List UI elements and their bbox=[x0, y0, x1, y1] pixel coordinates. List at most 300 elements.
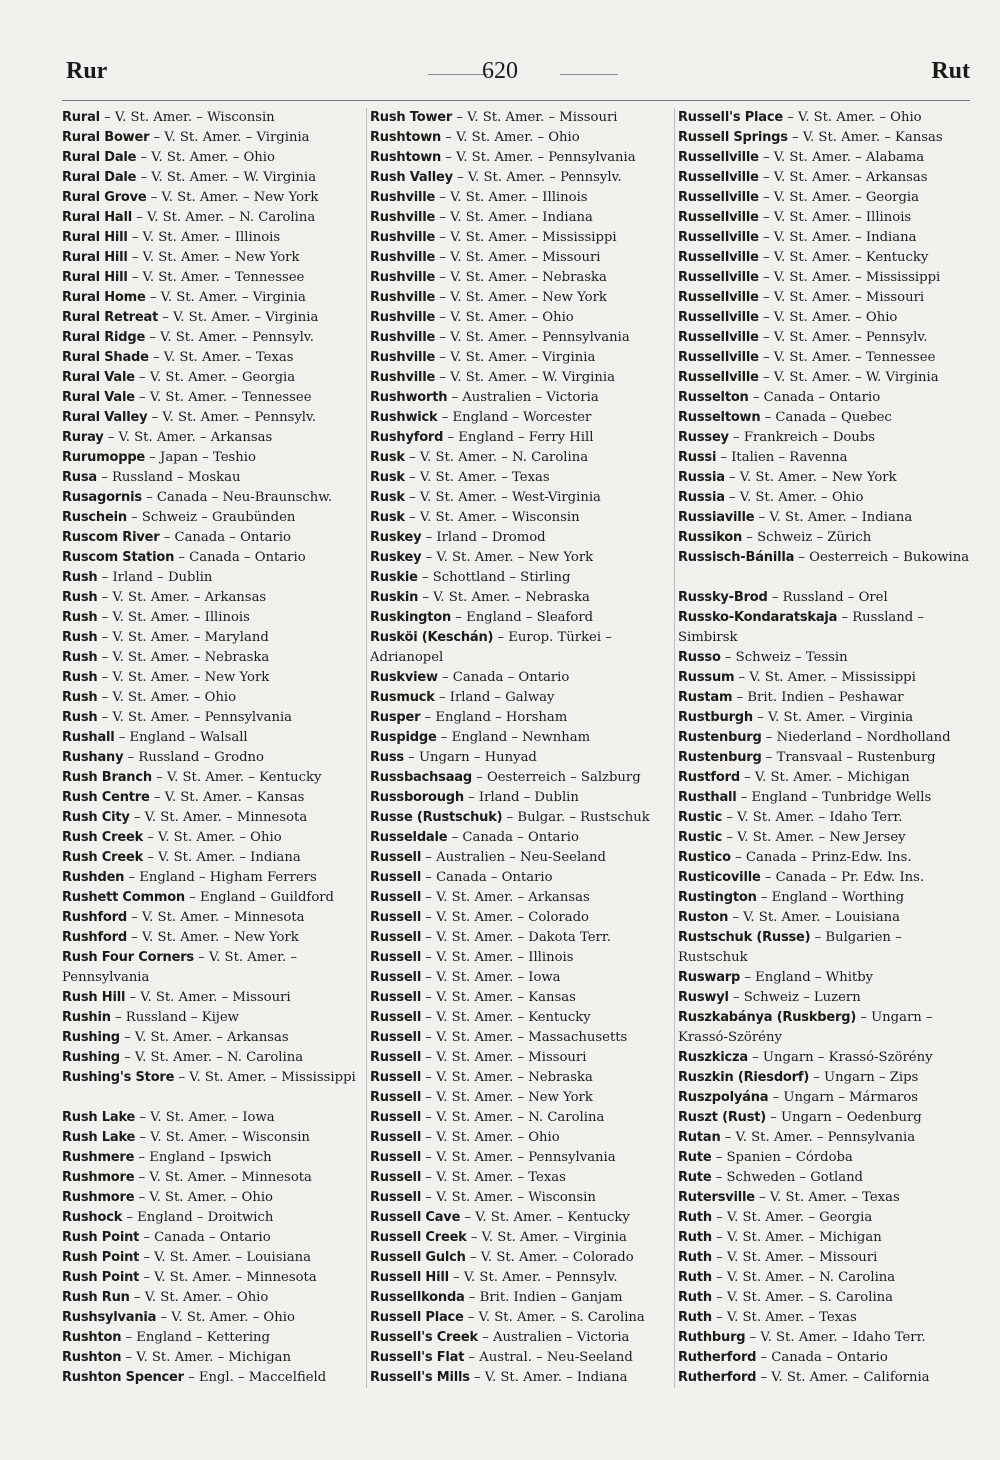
entry-location: – V. St. Amer. – N. Carolina bbox=[716, 1270, 896, 1285]
gazetteer-entry bbox=[62, 1148, 362, 1168]
gazetteer-entry bbox=[370, 1068, 670, 1088]
entry-place-name: Rushwick bbox=[370, 410, 438, 425]
entry-place-name: Russell bbox=[370, 950, 422, 965]
entry-place-name: Russko-Kondaratskaja bbox=[678, 610, 838, 625]
gazetteer-entry bbox=[62, 368, 362, 388]
entry-location: – V. St. Amer. – Arkansas bbox=[124, 1030, 289, 1045]
entry-location: – V. St. Amer. – Kansas bbox=[792, 130, 943, 145]
entry-location: – England – Guildford bbox=[189, 890, 334, 905]
gazetteer-entry bbox=[370, 1268, 670, 1288]
gazetteer-entry bbox=[678, 1208, 970, 1228]
column-2 bbox=[370, 108, 670, 1388]
entry-place-name: Russellkonda bbox=[370, 1290, 465, 1305]
gazetteer-entry bbox=[370, 468, 670, 488]
entry-place-name: Russellville bbox=[678, 270, 759, 285]
entry-location: – V. St. Amer. – Arkansas bbox=[762, 170, 928, 185]
entry-place-name: Rushville bbox=[370, 230, 436, 245]
entry-location: – Schweiz – Zürich bbox=[746, 530, 872, 545]
entry-location: – England – Newnham bbox=[440, 730, 591, 745]
gazetteer-entry bbox=[370, 888, 670, 908]
entry-location: – V. St. Amer. – Virginia bbox=[757, 710, 914, 725]
entry-location: – V. St. Amer. – Virginia bbox=[439, 350, 596, 365]
gazetteer-entry bbox=[678, 1288, 970, 1308]
entry-place-name: Ruswyl bbox=[678, 990, 729, 1005]
entry-location: – Canada – Prinz-Edw. Ins. bbox=[735, 850, 912, 865]
gazetteer-entry bbox=[370, 408, 670, 428]
entry-place-name: Rushville bbox=[370, 250, 436, 265]
entry-place-name: Russellville bbox=[678, 310, 759, 325]
entry-location: – Australien – Neu-Seeland bbox=[425, 850, 606, 865]
entry-place-name: Russborough bbox=[370, 790, 464, 805]
entry-location: – V. St. Amer. – Massachusetts bbox=[425, 1030, 628, 1045]
entry-location: – Bulgarien – Rustschuk bbox=[678, 930, 902, 965]
entry-place-name: Russell bbox=[370, 1010, 422, 1025]
gazetteer-entry bbox=[370, 968, 670, 988]
entry-place-name: Rusticoville bbox=[678, 870, 761, 885]
entry-location: – V. St. Amer. – Ohio bbox=[425, 1130, 560, 1145]
entry-place-name: Russky-Brod bbox=[678, 590, 768, 605]
entry-location: – Transvaal – Rustenburg bbox=[765, 750, 936, 765]
entry-location: – V. St. Amer. – Pennsylv. bbox=[762, 330, 928, 345]
gazetteer-entry bbox=[678, 588, 970, 608]
entry-location: – Schottland – Stirling bbox=[421, 570, 571, 585]
gazetteer-entry bbox=[678, 1308, 970, 1328]
gazetteer-entry bbox=[370, 208, 670, 228]
gazetteer-entry bbox=[678, 1088, 970, 1108]
entry-location: – V. St. Amer. – Georgia bbox=[139, 370, 296, 385]
entry-place-name: Russe (Rustschuk) bbox=[370, 810, 503, 825]
gazetteer-entry bbox=[370, 108, 670, 128]
gazetteer-entry bbox=[62, 548, 362, 568]
gazetteer-entry bbox=[62, 748, 362, 768]
entry-place-name: Ruswarp bbox=[678, 970, 741, 985]
entry-place-name: Rush Lake bbox=[62, 1110, 136, 1125]
gazetteer-entry bbox=[62, 1348, 362, 1368]
entry-place-name: Rush bbox=[62, 710, 98, 725]
gazetteer-entry bbox=[62, 188, 362, 208]
entry-place-name: Russell Springs bbox=[678, 130, 788, 145]
entry-place-name: Russellville bbox=[678, 210, 759, 225]
gazetteer-entry bbox=[370, 1328, 670, 1348]
entry-place-name: Rush Creek bbox=[62, 850, 144, 865]
entry-location: – V. St. Amer. – Pennsylvania bbox=[445, 150, 636, 165]
entry-location: – England – Ipswich bbox=[138, 1150, 272, 1165]
gazetteer-entry bbox=[62, 488, 362, 508]
entry-location: – Irland – Galway bbox=[438, 690, 555, 705]
entry-place-name: Rustam bbox=[678, 690, 733, 705]
gazetteer-entry bbox=[370, 168, 670, 188]
entry-location: – V. St. Amer. – Kentucky bbox=[762, 250, 929, 265]
gazetteer-entry bbox=[62, 1268, 362, 1288]
gazetteer-entry bbox=[370, 288, 670, 308]
entry-place-name: Russellville bbox=[678, 150, 759, 165]
entry-location: – Canada – Ontario bbox=[760, 1350, 888, 1365]
column-1 bbox=[62, 108, 362, 1388]
header-right-catchword: Rut bbox=[931, 58, 970, 84]
entry-location: – V. St. Amer. – Minnesota bbox=[131, 910, 305, 925]
entry-location: – V. St. Amer. – Ohio bbox=[160, 1310, 295, 1325]
gazetteer-entry bbox=[370, 1288, 670, 1308]
entry-location: – V. St. Amer. – Missouri bbox=[439, 250, 601, 265]
entry-place-name: Russeldale bbox=[370, 830, 448, 845]
entry-place-name: Rush bbox=[62, 670, 98, 685]
entry-location: – Canada – Pr. Edw. Ins. bbox=[764, 870, 925, 885]
entry-location: – V. St. Amer. – Georgia bbox=[762, 190, 920, 205]
entry-location: – V. St. Amer. – Ohio bbox=[147, 830, 282, 845]
entry-place-name: Rustford bbox=[678, 770, 740, 785]
entry-place-name: Russiaville bbox=[678, 510, 755, 525]
gazetteer-entry bbox=[62, 348, 362, 368]
entry-place-name: Rustenburg bbox=[678, 730, 762, 745]
entry-location: – Spanien – Córdoba bbox=[715, 1150, 853, 1165]
entry-place-name: Ruskey bbox=[370, 530, 422, 545]
gazetteer-entry bbox=[62, 1188, 362, 1208]
entry-location: – Canada – Ontario bbox=[163, 530, 291, 545]
entry-location: – V. St. Amer. – Nebraska bbox=[425, 1070, 593, 1085]
gazetteer-entry bbox=[62, 728, 362, 748]
gazetteer-entry bbox=[678, 148, 970, 168]
gazetteer-entry bbox=[62, 528, 362, 548]
gazetteer-entry bbox=[370, 1148, 670, 1168]
entry-location: – Schweiz – Graubünden bbox=[131, 510, 296, 525]
entry-place-name: Russell Creek bbox=[370, 1230, 467, 1245]
entry-location: – V. St. Amer. – Pennsylv. bbox=[149, 330, 314, 345]
entry-place-name: Rush City bbox=[62, 810, 130, 825]
entry-location: – V. St. Amer. – Ohio bbox=[728, 490, 864, 505]
entry-location: – Schweden – Gotland bbox=[715, 1170, 864, 1185]
entry-place-name: Ruthburg bbox=[678, 1330, 746, 1345]
entry-location: – V. St. Amer. – S. Carolina bbox=[716, 1290, 894, 1305]
gazetteer-entry bbox=[370, 1308, 670, 1328]
gazetteer-entry bbox=[62, 1368, 362, 1388]
gazetteer-entry bbox=[62, 268, 362, 288]
entry-location: – V. St. Amer. – New York bbox=[131, 930, 299, 945]
gazetteer-entry bbox=[678, 108, 970, 128]
gazetteer-entry bbox=[370, 808, 670, 828]
gazetteer-entry bbox=[678, 1368, 970, 1388]
entry-location: – England – Higham Ferrers bbox=[128, 870, 317, 885]
entry-location: – V. St. Amer. – Arkansas bbox=[425, 890, 590, 905]
gazetteer-entry bbox=[62, 508, 362, 528]
entry-place-name: Russell bbox=[370, 970, 422, 985]
gazetteer-entry bbox=[678, 1068, 970, 1088]
gazetteer-entry bbox=[678, 1168, 970, 1188]
entry-place-name: Ruspidge bbox=[370, 730, 437, 745]
entry-location: – V. St. Amer. – N. Carolina bbox=[124, 1050, 304, 1065]
entry-location: – England – Whitby bbox=[744, 970, 874, 985]
entry-location: – Brit. Indien – Peshawar bbox=[736, 690, 904, 705]
gazetteer-entry bbox=[370, 388, 670, 408]
entry-location: – Russland – Kijew bbox=[114, 1010, 239, 1025]
gazetteer-entry bbox=[678, 728, 970, 748]
entry-place-name: Rushville bbox=[370, 350, 436, 365]
entry-location: – V. St. Amer. – Nebraska bbox=[439, 270, 607, 285]
entry-place-name: Russell bbox=[370, 1050, 422, 1065]
entry-location: – England – Tunbridge Wells bbox=[740, 790, 932, 805]
entry-place-name: Rusagornis bbox=[62, 490, 142, 505]
gazetteer-entry bbox=[370, 268, 670, 288]
gazetteer-entry bbox=[678, 868, 970, 888]
entry-place-name: Rushton Spencer bbox=[62, 1370, 184, 1385]
entry-location: – V. St. Amer. – New York bbox=[150, 190, 319, 205]
entry-location: – V. St. Amer. – Minnesota bbox=[138, 1170, 312, 1185]
gazetteer-entry bbox=[62, 1288, 362, 1308]
entry-place-name: Rush Creek bbox=[62, 830, 144, 845]
gazetteer-entry bbox=[370, 948, 670, 968]
gazetteer-entry bbox=[370, 1368, 670, 1388]
entry-place-name: Rural Hill bbox=[62, 250, 128, 265]
gazetteer-entry bbox=[62, 1228, 362, 1248]
gazetteer-entry bbox=[678, 128, 970, 148]
gazetteer-entry bbox=[678, 188, 970, 208]
entry-place-name: Russellville bbox=[678, 170, 759, 185]
entry-location: – V. St. Amer. – Virginia bbox=[162, 310, 319, 325]
gazetteer-entry bbox=[678, 228, 970, 248]
entry-place-name: Russell Place bbox=[370, 1310, 464, 1325]
column-3 bbox=[678, 108, 970, 1388]
entry-place-name: Rusk bbox=[370, 470, 405, 485]
entry-place-name: Rusk bbox=[370, 490, 405, 505]
entry-place-name: Rushford bbox=[62, 910, 127, 925]
gazetteer-entry bbox=[62, 708, 362, 728]
entry-location: – V. St. Amer. – Indiana bbox=[762, 230, 917, 245]
gazetteer-entry bbox=[678, 768, 970, 788]
entry-place-name: Ruth bbox=[678, 1250, 712, 1265]
entry-location: – V. St. Amer. – Ohio bbox=[762, 310, 898, 325]
entry-location: – V. St. Amer. – W. Virginia bbox=[762, 370, 939, 385]
entry-place-name: Rushin bbox=[62, 1010, 111, 1025]
gazetteer-entry bbox=[370, 308, 670, 328]
gazetteer-entry bbox=[370, 188, 670, 208]
entry-location: – V. St. Amer. – Virginia bbox=[470, 1230, 627, 1245]
entry-place-name: Rush bbox=[62, 650, 98, 665]
gazetteer-entry bbox=[370, 428, 670, 448]
entry-place-name: Russellville bbox=[678, 190, 759, 205]
entry-location: – Australien – Victoria bbox=[482, 1330, 630, 1345]
entry-location: – Australien – Victoria bbox=[451, 390, 599, 405]
gazetteer-entry bbox=[678, 1048, 970, 1068]
entry-location: – V. St. Amer. – Nebraska bbox=[101, 650, 270, 665]
entry-location: – Ungarn – Krassó-Szörény bbox=[752, 1050, 933, 1065]
gazetteer-entry bbox=[678, 448, 970, 468]
gazetteer-entry bbox=[62, 288, 362, 308]
entry-place-name: Rushock bbox=[62, 1210, 123, 1225]
entry-place-name: Rush bbox=[62, 570, 98, 585]
gazetteer-entry bbox=[678, 1128, 970, 1148]
entry-location: – V. St. Amer. – Michigan bbox=[716, 1230, 882, 1245]
gazetteer-entry bbox=[370, 568, 670, 588]
entry-location: – V. St. Amer. – Illinois bbox=[762, 210, 912, 225]
entry-place-name: Ruscom River bbox=[62, 530, 160, 545]
entry-place-name: Rustenburg bbox=[678, 750, 762, 765]
entry-place-name: Rushville bbox=[370, 310, 436, 325]
entry-location: – V. St. Amer. – West-Virginia bbox=[409, 490, 601, 505]
entry-location: – Frankreich – Doubs bbox=[733, 430, 876, 445]
gazetteer-entry bbox=[370, 628, 670, 668]
entry-location: – V. St. Amer. – Illinois bbox=[131, 230, 281, 245]
entry-location: – V. St. Amer. – Wisconsin bbox=[409, 510, 580, 525]
entry-place-name: Russell bbox=[370, 1150, 422, 1165]
entry-location: – V. St. Amer. – New York bbox=[101, 670, 270, 685]
gazetteer-entry bbox=[370, 1008, 670, 1028]
entry-place-name: Rushmore bbox=[62, 1190, 135, 1205]
gazetteer-entry bbox=[678, 288, 970, 308]
entry-place-name: Ruschein bbox=[62, 510, 127, 525]
gazetteer-entry bbox=[678, 608, 970, 648]
entry-place-name: Russellville bbox=[678, 330, 759, 345]
gazetteer-entry bbox=[678, 1348, 970, 1368]
entry-location: – V. St. Amer. – Ohio bbox=[133, 1290, 269, 1305]
entry-location: – V. St. Amer. – Pennsylvania bbox=[101, 710, 293, 725]
gazetteer-entry bbox=[678, 908, 970, 928]
entry-place-name: Rustico bbox=[678, 850, 731, 865]
entry-location: – V. St. Amer. – Maryland bbox=[101, 630, 269, 645]
entry-location: – England – Sleaford bbox=[455, 610, 594, 625]
entry-place-name: Rush Point bbox=[62, 1270, 140, 1285]
gazetteer-entry bbox=[370, 1028, 670, 1048]
entry-place-name: Rushmere bbox=[62, 1150, 135, 1165]
entry-location: – V. St. Amer. – N. Carolina bbox=[136, 210, 316, 225]
gazetteer-entry bbox=[678, 748, 970, 768]
entry-place-name: Rural Dale bbox=[62, 170, 137, 185]
gazetteer-entry bbox=[678, 348, 970, 368]
gazetteer-entry bbox=[678, 668, 970, 688]
header-rule bbox=[62, 100, 970, 101]
column-divider bbox=[366, 108, 367, 1388]
entry-place-name: Rural Hall bbox=[62, 210, 132, 225]
gazetteer-entry bbox=[370, 688, 670, 708]
entry-place-name: Rush Four Corners bbox=[62, 950, 194, 965]
entry-place-name: Rushing bbox=[62, 1050, 120, 1065]
entry-location: – England – Worcester bbox=[441, 410, 592, 425]
entry-place-name: Rushall bbox=[62, 730, 115, 745]
entry-location: – Japan – Teshio bbox=[149, 450, 256, 465]
entry-location: – V. St. Amer. – Ohio bbox=[140, 150, 275, 165]
gazetteer-entry bbox=[62, 628, 362, 648]
entry-location: – V. St. Amer. – California bbox=[760, 1370, 930, 1385]
gazetteer-entry bbox=[370, 248, 670, 268]
entry-place-name: Russell bbox=[370, 1070, 422, 1085]
gazetteer-entry bbox=[62, 1028, 362, 1048]
gazetteer-entry bbox=[370, 908, 670, 928]
entry-location: – V. St. Amer. – Arkansas bbox=[101, 590, 267, 605]
entry-location: – V. St. Amer. – New York bbox=[425, 550, 594, 565]
gazetteer-entry bbox=[678, 1228, 970, 1248]
entry-place-name: Rustic bbox=[678, 810, 723, 825]
gazetteer-entry bbox=[678, 828, 970, 848]
entry-place-name: Rushany bbox=[62, 750, 124, 765]
entry-place-name: Ruszkicza bbox=[678, 1050, 748, 1065]
gazetteer-entry bbox=[62, 668, 362, 688]
entry-place-name: Rural Home bbox=[62, 290, 146, 305]
entry-place-name: Rushett Common bbox=[62, 890, 185, 905]
entry-place-name: Ruscom Station bbox=[62, 550, 175, 565]
gazetteer-entry bbox=[370, 1228, 670, 1248]
entry-place-name: Rush Lake bbox=[62, 1130, 136, 1145]
entry-location: – Bulgar. – Rustschuk bbox=[506, 810, 650, 825]
entry-location: – V. St. Amer. – Nebraska bbox=[422, 590, 590, 605]
entry-location: – V. St. Amer. – Texas bbox=[152, 350, 294, 365]
entry-place-name: Ruskie bbox=[370, 570, 418, 585]
entry-place-name: Rural Vale bbox=[62, 370, 135, 385]
gazetteer-entry bbox=[62, 928, 362, 948]
entry-location: – V. St. Amer. – Mississippi bbox=[762, 270, 941, 285]
gazetteer-entry bbox=[370, 588, 670, 608]
entry-location: – Canada – Neu-Braunschw. bbox=[146, 490, 333, 505]
gazetteer-entry bbox=[370, 1188, 670, 1208]
entry-place-name: Rush Tower bbox=[370, 110, 453, 125]
entry-place-name: Russell bbox=[370, 1190, 422, 1205]
entry-location: – V. St. Amer. – Mississippi bbox=[178, 1070, 356, 1085]
entry-place-name: Rustington bbox=[678, 890, 757, 905]
entry-location: – V. St. Amer. – Louisiana bbox=[732, 910, 900, 925]
entry-place-name: Rushing bbox=[62, 1030, 120, 1045]
entry-location: – Schweiz – Tessin bbox=[724, 650, 848, 665]
gazetteer-entry bbox=[678, 468, 970, 488]
gazetteer-entry bbox=[678, 928, 970, 968]
entry-location: – Irland – Dromod bbox=[425, 530, 546, 545]
gazetteer-entry bbox=[678, 488, 970, 508]
page-number: 620 bbox=[482, 58, 518, 84]
entry-location: – V. St. Amer. – Tennessee bbox=[762, 350, 936, 365]
entry-place-name: Russell bbox=[370, 870, 422, 885]
entry-place-name: Russo bbox=[678, 650, 721, 665]
entry-location: – V. St. Amer. – Pennsylvania bbox=[62, 950, 297, 985]
gazetteer-entry bbox=[62, 588, 362, 608]
gazetteer-entry bbox=[62, 908, 362, 928]
entry-place-name: Russikon bbox=[678, 530, 743, 545]
entry-place-name: Ruszpolyána bbox=[678, 1090, 769, 1105]
entry-place-name: Russeltown bbox=[678, 410, 761, 425]
gazetteer-entry bbox=[62, 1248, 362, 1268]
gazetteer-entry bbox=[370, 748, 670, 768]
entry-location: – V. St. Amer. – Wisconsin bbox=[104, 110, 275, 125]
gazetteer-entry bbox=[370, 848, 670, 868]
entry-place-name: Russell Cave bbox=[370, 1210, 461, 1225]
gazetteer-entry bbox=[370, 1248, 670, 1268]
entry-location: – Ungarn – Mármaros bbox=[772, 1090, 919, 1105]
entry-place-name: Russell's Flat bbox=[370, 1350, 465, 1365]
entry-location: – V. St. Amer. – Illinois bbox=[101, 610, 250, 625]
gazetteer-entry bbox=[62, 248, 362, 268]
entry-place-name: Rushing's Store bbox=[62, 1070, 175, 1085]
entry-place-name: Rusk bbox=[370, 510, 405, 525]
gazetteer-entry bbox=[678, 708, 970, 728]
entry-place-name: Rural Dale bbox=[62, 150, 137, 165]
entry-place-name: Rushton bbox=[62, 1350, 122, 1365]
entry-location: – Oesterreich – Bukowina bbox=[798, 550, 970, 565]
entry-location: – Ungarn – Hunyad bbox=[408, 750, 537, 765]
entry-place-name: Rural bbox=[62, 110, 100, 125]
entry-place-name: Rutherford bbox=[678, 1370, 757, 1385]
entry-place-name: Rushworth bbox=[370, 390, 448, 405]
page-header bbox=[0, 56, 1000, 96]
entry-location: – V. St. Amer. – Texas bbox=[409, 470, 550, 485]
entry-place-name: Rural Grove bbox=[62, 190, 147, 205]
gazetteer-entry bbox=[370, 728, 670, 748]
entry-location: – Niederland – Nordholland bbox=[765, 730, 951, 745]
entry-place-name: Rush bbox=[62, 610, 98, 625]
entry-location: – England – Ferry Hill bbox=[447, 430, 594, 445]
entry-location: – England – Horsham bbox=[424, 710, 568, 725]
entry-place-name: Rurumoppe bbox=[62, 450, 146, 465]
entry-place-name: Russell bbox=[370, 1090, 422, 1105]
entry-location: – Europ. Türkei – Adrianopel bbox=[370, 630, 612, 665]
entry-place-name: Ruskey bbox=[370, 550, 422, 565]
entry-location: – V. St. Amer. – Kansas bbox=[153, 790, 305, 805]
gazetteer-entry bbox=[370, 928, 670, 948]
header-dash-right bbox=[560, 74, 618, 75]
